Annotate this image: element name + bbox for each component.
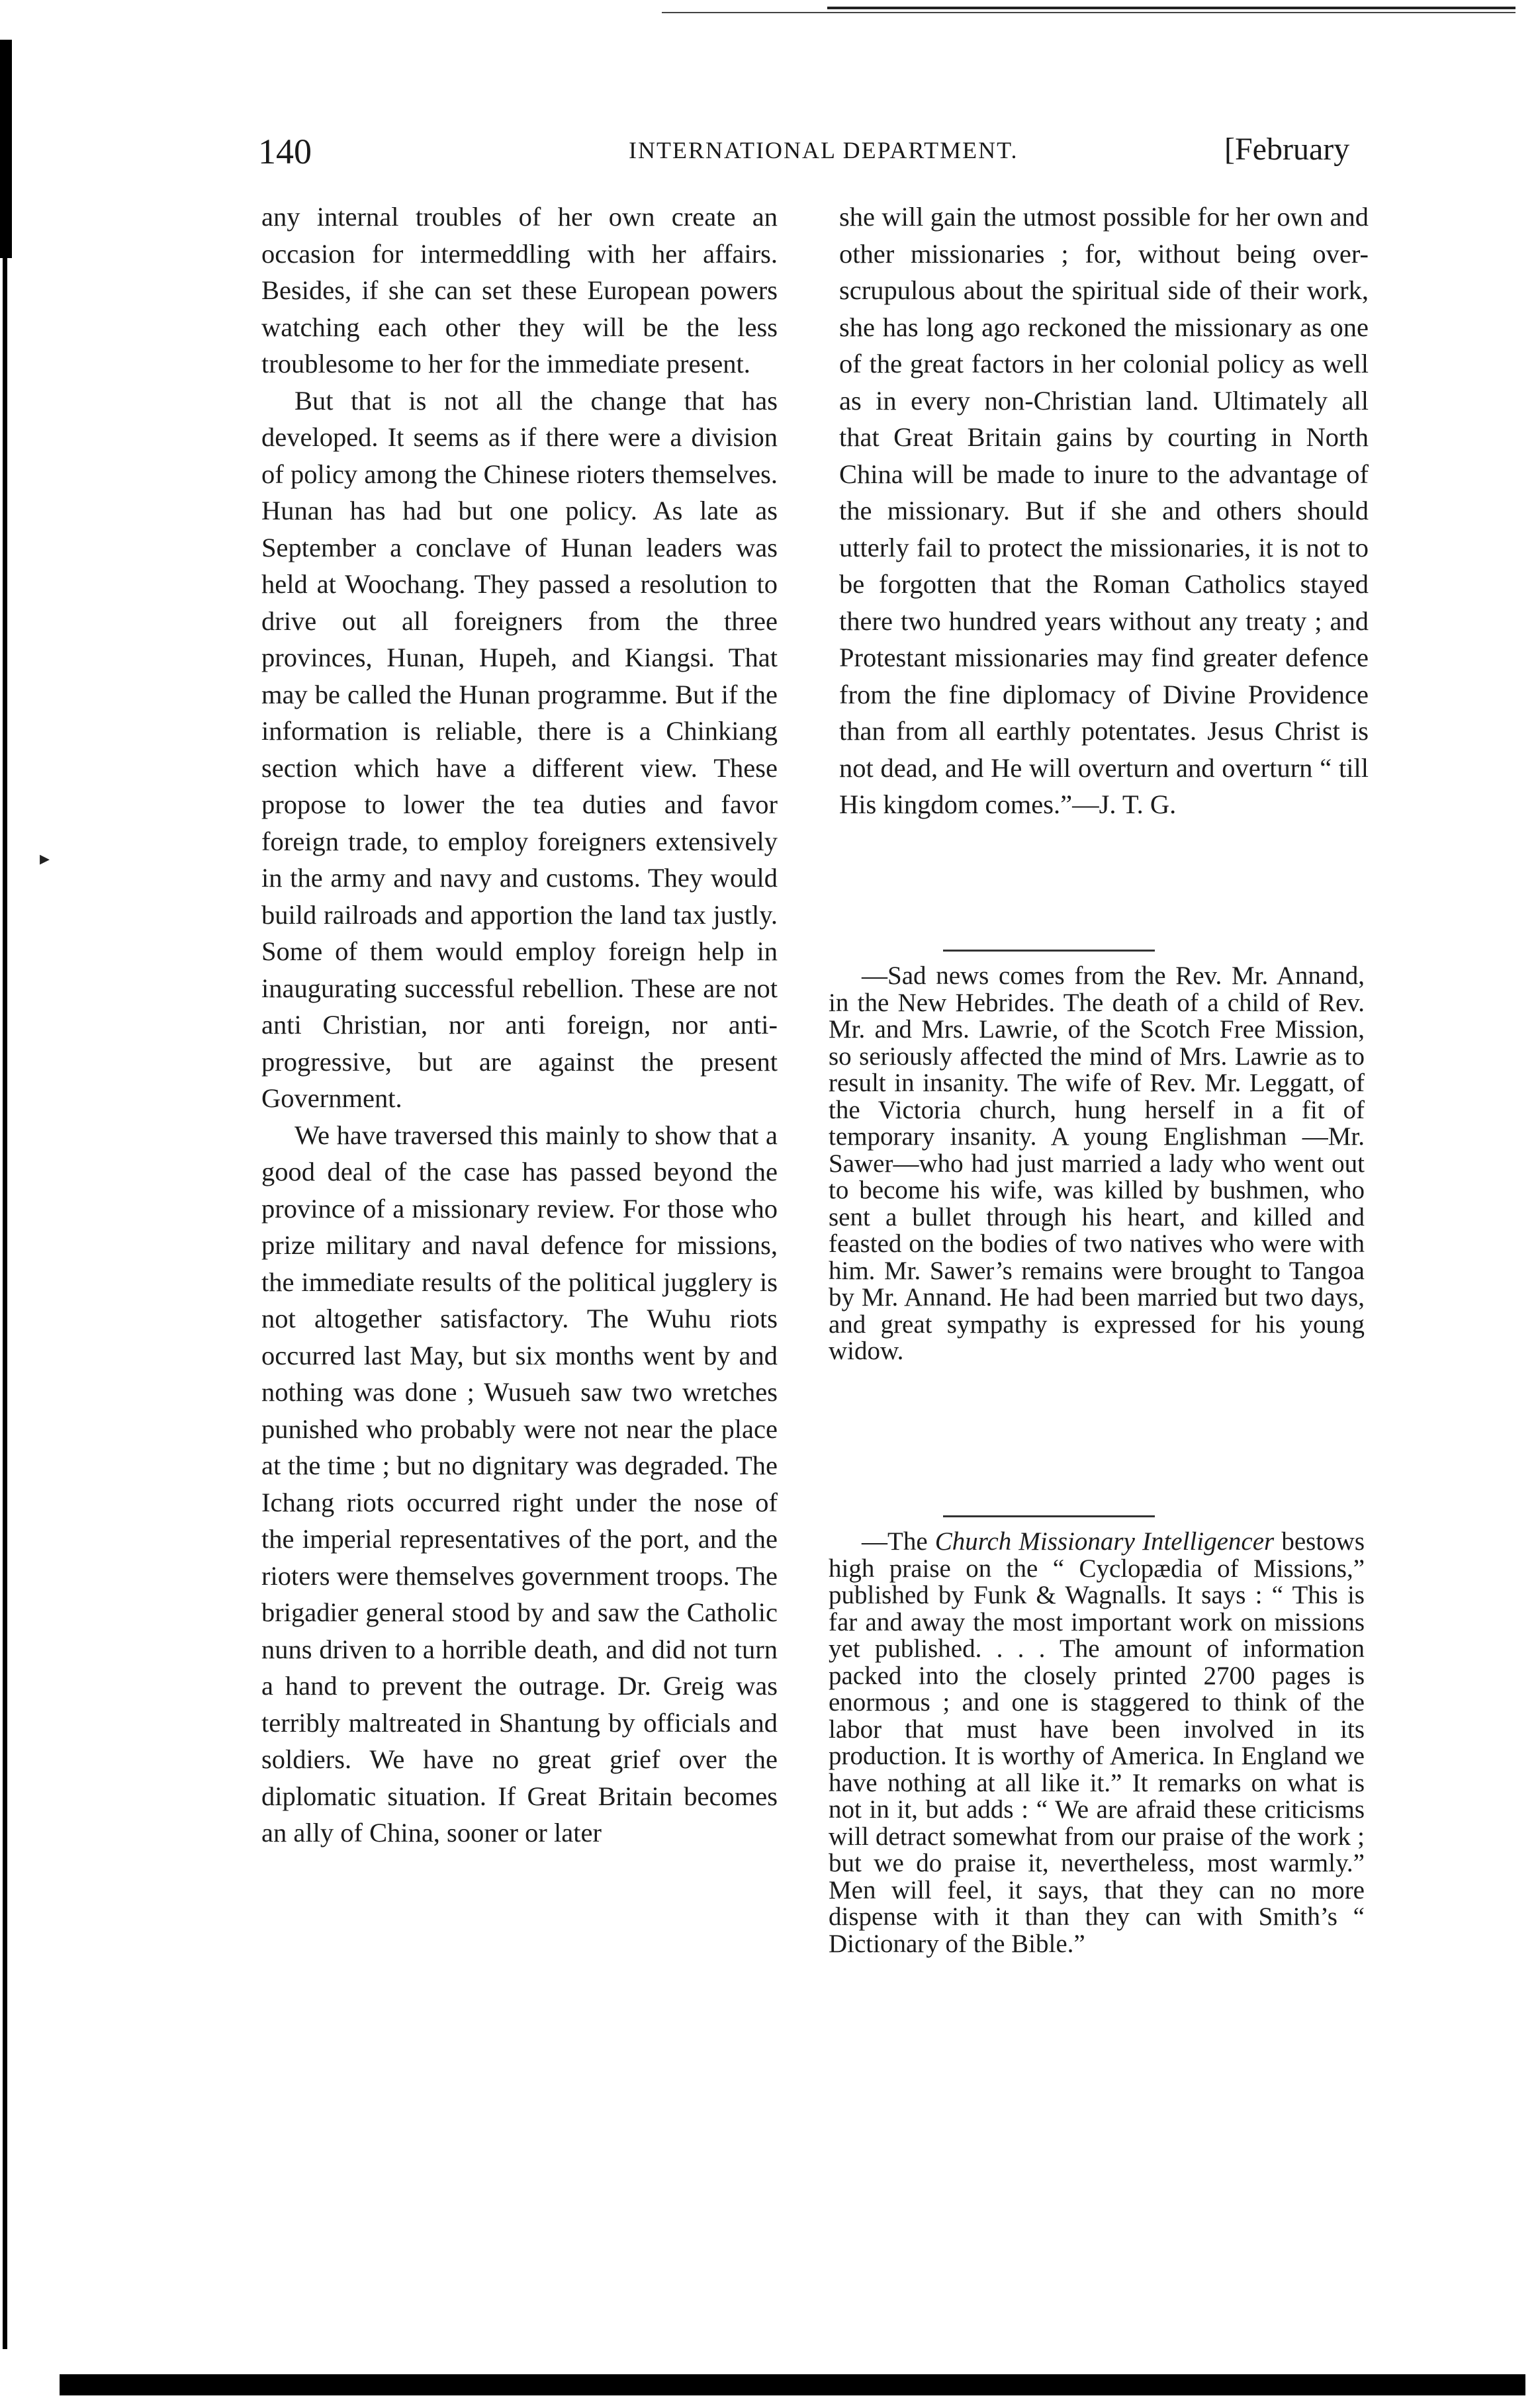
section-divider <box>943 1515 1155 1517</box>
scan-edge-bottom <box>60 2374 1525 2395</box>
right-column-news-item <box>829 963 1365 1365</box>
paragraph-text: she will gain the utmost possible for her own and other missionaries ; for, without being over-scrupulous about the spiritual side of their work, she has long ago reckoned the missionary as one of the great factors in her colonial policy as well as in every non-Christian land. Ultimately all that Great Britain gains by courting in North China will be made to inure to the advantage of the missionary. But if she and others should utterly fail to protect the missionaries, it is not to be forgotten that the Roman Catholics stayed there two hundred years without any treaty ; and Protestant missionaries may find greater defence from the fine diplomacy of Divine Providence than from all earthly potentates. Jesus Christ is not dead, and He will overturn and overturn “ till His kingdom comes.” <box>839 202 1369 819</box>
running-head <box>258 131 1383 171</box>
department-title: INTERNATIONAL DEPARTMENT. <box>629 137 1018 163</box>
author-signature: —J. T. G. <box>1072 789 1177 819</box>
paragraph: any internal troubles of her own create an occasion for intermeddling with her affairs. Besides, if she can set these European powers watching each other they will be the less troublesome to her for the immediate present. <box>261 202 778 379</box>
scan-edge-left-thin <box>3 258 7 2349</box>
issue-month: [February <box>1224 132 1350 167</box>
paragraph: —Sad news comes from the Rev. Mr. Annand, in the New Hebrides. The death of a child of Rev. Mr. and Mrs. Lawrie, of the Scotch Free Mission, so seriously affected the mind of Mrs. Lawrie as to result in insanity. The wife of Rev. Mr. Leggatt, of the Victoria church, hung herself in a fit of temporary insanity. A young Englishman —Mr. Sawer—who had just married a lady who went out to become his wife, was killed by bushmen, who sent a bullet through his heart, and killed and feasted on the bodies of two natives who were with him. Mr. Sawer’s remains were brought to Tangoa by Mr. Annand. He had been married but two days, and great sympathy is expressed for his young widow. <box>829 961 1365 1365</box>
margin-mark: ▸ <box>40 847 50 870</box>
paragraph <box>839 199 1369 823</box>
right-column-editorial <box>839 199 1369 823</box>
scan-edge-left <box>0 40 12 258</box>
page-number: 140 <box>258 132 312 171</box>
section-divider <box>943 950 1155 952</box>
journal-title: Church Missionary Intelligencer <box>934 1527 1275 1556</box>
left-column <box>261 199 778 1851</box>
paragraph-text: bestows high praise on the “ Cyclopædia of Missions,” published by Funk & Wagnalls. It says : “ This is far and away the most important work on missions yet published. . . . The amount of information packed into the closely printed 2700 pages is enormous ; and one is staggered to think of the labor that must have been involved in its production. It is worthy of America. In England we have nothing at all like it.” It remarks on what is not in it, but adds : “ We are afraid these criticisms will detract somewhat from our praise of the work ; but we do praise it, nevertheless, most warmly.” Men will feel, it says, that they can no more dispense with it than they can with Smith’s “ Dictionary of the Bible.” <box>829 1527 1365 1958</box>
paragraph: But that is not all the change that has developed. It seems as if there were a division of policy among the Chinese rioters themselves. Hunan has had but one policy. As late as September a conclave of Hunan leaders was held at Woochang. They passed a resolution to drive out all foreigners from the three provinces, Hunan, Hupeh, and Kiangsi. That may be called the Hunan programme. But if the information is reliable, there is a Chinkiang section which have a different view. These propose to lower the tea duties and favor foreign trade, to employ foreigners extensively in the army and navy and customs. They would build railroads and apportion the land tax justly. Some of them would employ foreign help in inaugurating successful rebellion. These are not anti Christian, nor anti foreign, nor anti-progressive, but are against the present Government. <box>261 385 778 1113</box>
paragraph: We have traversed this mainly to show that a good deal of the case has passed beyond the province of a missionary review. For those who prize military and naval defence for missions, the immediate results of the political jugglery is not altogether satisfactory. The Wuhu riots occurred last May, but six months went by and nothing was done ; Wusueh saw two wretches punished who probably were not near the place at the time ; but no dignitary was degraded. The Ichang riots occurred right under the nose of the imperial representatives of the port, and the rioters were themselves government troops. The brigadier general stood by and saw the Catholic nuns driven to a horrible death, and did not turn a hand to prevent the outrage. Dr. Greig was terribly maltreated in Shantung by officials and soldiers. We have no great grief over the diplomatic situation. If Great Britain becomes an ally of China, sooner or later <box>261 1120 778 1848</box>
paragraph <box>829 1529 1365 1957</box>
paragraph-lead: —The <box>862 1527 935 1556</box>
right-column-review-item <box>829 1529 1365 1957</box>
scan-rule-top <box>827 7 1515 9</box>
scan-rule-top-thin <box>662 12 1515 13</box>
